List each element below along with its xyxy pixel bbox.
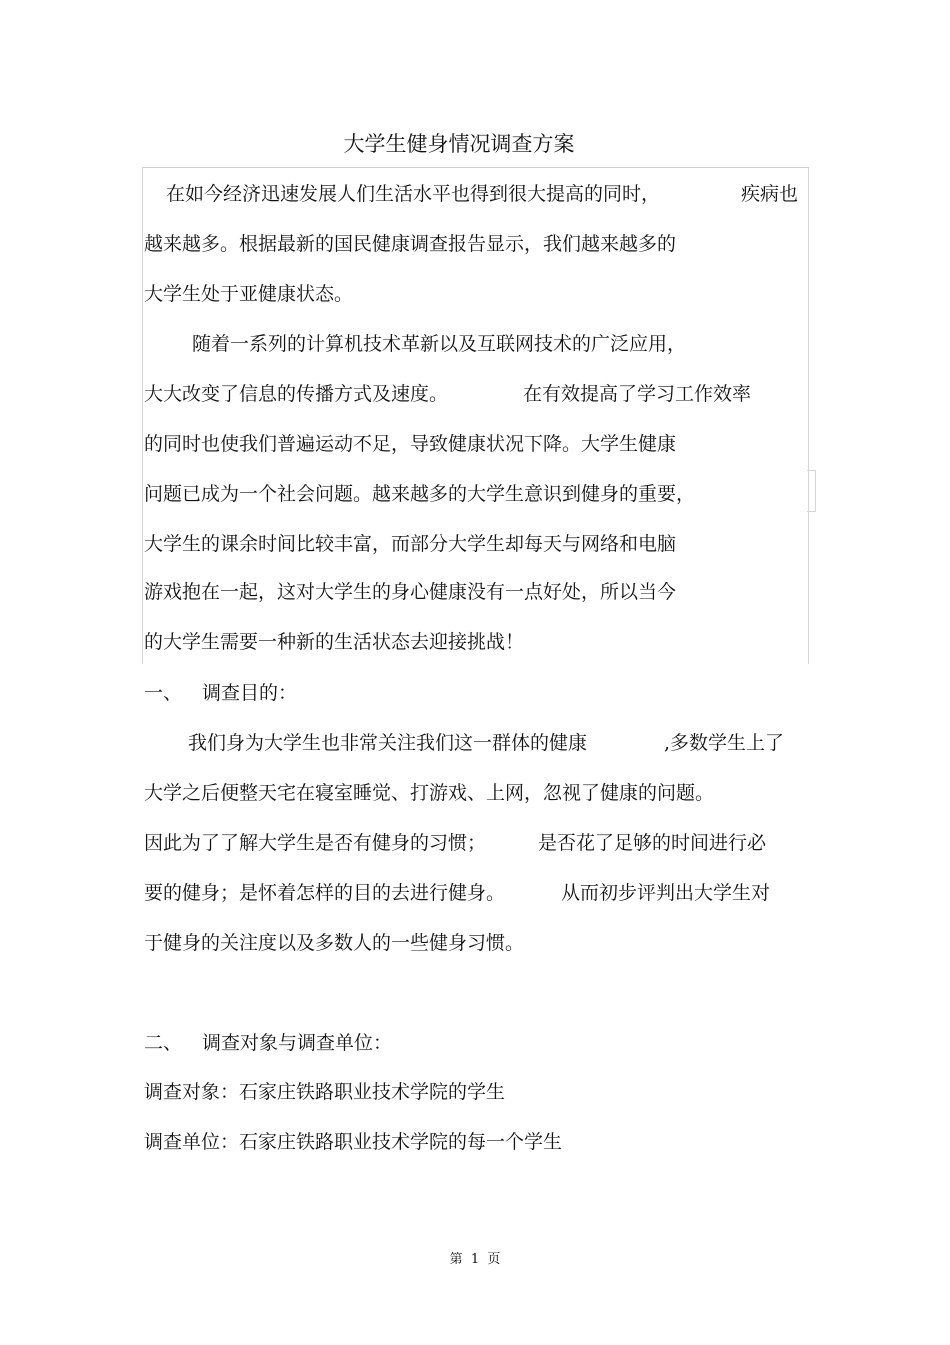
section-heading: 调查目的： (202, 682, 298, 704)
survey-object-line: 调查对象：石家庄铁路职业技术学院的学生 (144, 1081, 506, 1103)
intro-line: 大学生处于亚健康状态。 (144, 283, 354, 305)
body-line: 于健身的关注度以及多数人的一些健身习惯。 (144, 932, 525, 954)
intro-line: 问题已成为一个社会问题。越来越多的大学生意识到健身的重要， (144, 483, 696, 505)
body-line: 是否花了足够的时间进行必 (538, 832, 767, 854)
intro-line: 在有效提高了学习工作效率 (523, 383, 752, 405)
frame-edge-tab (807, 470, 816, 512)
document-title: 大学生健身情况调查方案 (343, 132, 575, 156)
page-number: 1 (470, 1252, 480, 1267)
intro-line: 在如今经济迅速发展人们生活水平也得到很大提高的同时， (166, 183, 661, 205)
body-line: 因此为了了解大学生是否有健身的习惯； (144, 832, 487, 854)
section-heading: 调查对象与调查单位： (202, 1032, 393, 1054)
intro-line: 疾病也 (741, 183, 799, 205)
intro-line: 大大改变了信息的传播方式及速度。 (144, 383, 449, 405)
body-line: 我们身为大学生也非常关注我们这一群体的健康 (188, 732, 588, 754)
footer-suffix: 页 (487, 1252, 501, 1267)
page-footer (0, 1250, 950, 1270)
intro-line: 大学生的课余时间比较丰富，而部分大学生却每天与网络和电脑 (144, 533, 677, 555)
intro-line: 游戏抱在一起，这对大学生的身心健康没有一点好处，所以当今 (144, 581, 677, 603)
body-line: 要的健身；是怀着怎样的目的去进行健身。 (144, 882, 506, 904)
body-line: 从而初步评判出大学生对 (561, 882, 771, 904)
section-number: 一、 (144, 682, 183, 704)
footer-prefix: 第 (449, 1252, 463, 1267)
survey-unit-line: 调查单位：石家庄铁路职业技术学院的每一个学生 (144, 1131, 563, 1153)
intro-line: 的大学生需要一种新的生活状态去迎接挑战！ (144, 631, 525, 653)
section-number: 二、 (144, 1032, 183, 1054)
intro-line: 越来越多。根据最新的国民健康调查报告显示，我们越来越多的 (144, 233, 677, 255)
intro-line: 随着一系列的计算机技术革新以及互联网技术的广泛应用， (192, 333, 687, 355)
body-line: ,多数学生上了 (664, 732, 785, 754)
body-line: 大学之后便整天宅在寝室睡觉、打游戏、上网，忽视了健康的问题。 (144, 782, 715, 804)
intro-line: 的同时也使我们普遍运动不足，导致健康状况下降。大学生健康 (144, 433, 677, 455)
